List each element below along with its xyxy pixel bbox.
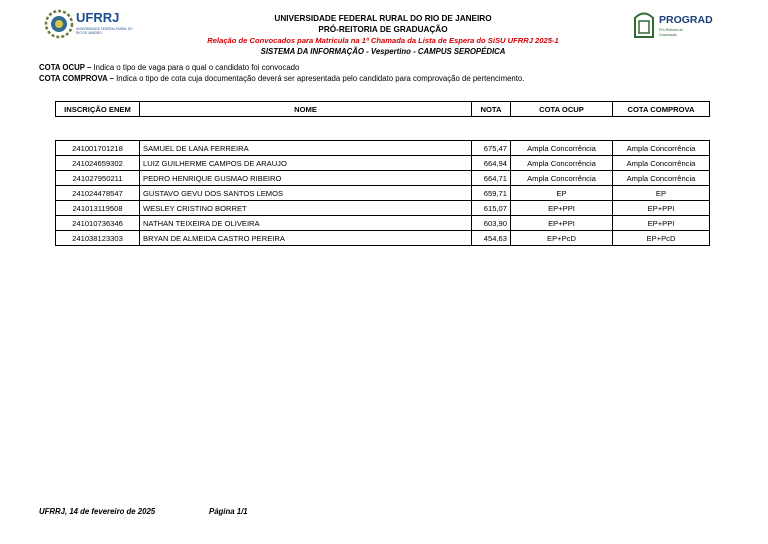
cell-cota-ocup: EP+PPI	[511, 201, 613, 216]
table-header-row	[56, 102, 710, 117]
legend-cota-ocup-term: COTA OCUP –	[39, 63, 92, 72]
cell-cota-ocup: EP+PcD	[511, 231, 613, 246]
prograd-logo	[633, 9, 723, 41]
cell-nome: NATHAN TEIXEIRA DE OLIVEIRA	[140, 216, 472, 231]
ufrrj-logo	[44, 8, 142, 40]
cell-cota-comprova: Ampla Concorrência	[613, 171, 710, 186]
convocados-table	[55, 140, 710, 246]
document-header	[150, 13, 616, 57]
cell-cota-ocup: EP	[511, 186, 613, 201]
footer-date: UFRRJ, 14 de fevereiro de 2025	[39, 507, 156, 516]
footer-page-number: Página 1/1	[209, 507, 248, 516]
pro-reitoria-name: PRÓ-REITORIA DE GRADUAÇÃO	[318, 25, 448, 34]
curso-subtitle: SISTEMA DA INFORMAÇÃO - Vespertino - CAMPUS SEROPÉDICA	[260, 47, 506, 56]
legend-cota-comprova-term: COTA COMPROVA –	[39, 74, 114, 83]
table-row	[56, 216, 710, 231]
cell-nota: 675,47	[472, 141, 511, 156]
prograd-emblem-icon	[633, 9, 655, 39]
table-header	[55, 101, 710, 117]
cell-cota-ocup: Ampla Concorrência	[511, 156, 613, 171]
university-name: UNIVERSIDADE FEDERAL RURAL DO RIO DE JANEIRO	[274, 14, 492, 23]
cell-inscricao: 241027950211	[56, 171, 140, 186]
legend-cota-comprova	[39, 73, 524, 84]
cell-nota: 603,90	[472, 216, 511, 231]
cell-inscricao: 241024659302	[56, 156, 140, 171]
cell-inscricao: 241001701218	[56, 141, 140, 156]
legend-cota-comprova-desc: Indica o tipo de cota cuja documentação deverá ser apresentada pelo candidato para comprovação de pertencimento.	[113, 74, 525, 83]
cell-nota: 615,07	[472, 201, 511, 216]
table-row	[56, 231, 710, 246]
column-header-nome: NOME	[140, 102, 472, 117]
cell-cota-ocup: EP+PPI	[511, 216, 613, 231]
column-header-inscricao: INSCRIÇÃO ENEM	[56, 102, 140, 117]
cell-nome: BRYAN DE ALMEIDA CASTRO PEREIRA	[140, 231, 472, 246]
cell-nome: WESLEY CRISTINO BORRET	[140, 201, 472, 216]
ufrrj-logo-text: UFRRJ	[76, 10, 120, 25]
table-row	[56, 171, 710, 186]
column-header-cota-comprova: COTA COMPROVA	[613, 102, 710, 117]
cell-cota-comprova: EP	[613, 186, 710, 201]
cell-nota: 664,94	[472, 156, 511, 171]
legend-cota-ocup	[39, 62, 524, 73]
table-row	[56, 141, 710, 156]
relacao-title: Relação de Convocados para Matrícula na 1ª Chamada da Lista de Espera do SiSU UFRRJ 2025-1	[207, 36, 559, 45]
prograd-logo-text: PROGRAD	[659, 14, 713, 26]
cell-inscricao: 241038123303	[56, 231, 140, 246]
column-header-cota-ocup: COTA OCUP	[511, 102, 613, 117]
cell-cota-ocup: Ampla Concorrência	[511, 141, 613, 156]
cell-nome: LUIZ GUILHERME CAMPOS DE ARAUJO	[140, 156, 472, 171]
cell-inscricao: 241013119508	[56, 201, 140, 216]
cell-nota: 659,71	[472, 186, 511, 201]
table-row	[56, 186, 710, 201]
prograd-logo-subtext: Pró-Reitoria de Graduação	[659, 28, 684, 37]
legend-cota-ocup-desc: Indica o tipo de vaga para o qual o candidato foi convocado	[91, 63, 300, 72]
cell-inscricao: 241024478547	[56, 186, 140, 201]
cell-cota-comprova: Ampla Concorrência	[613, 156, 710, 171]
cell-cota-comprova: EP+PPI	[613, 216, 710, 231]
table-row	[56, 201, 710, 216]
cell-cota-ocup: Ampla Concorrência	[511, 171, 613, 186]
column-header-nota: NOTA	[472, 102, 511, 117]
cell-cota-comprova: Ampla Concorrência	[613, 141, 710, 156]
cell-nome: GUSTAVO GEVU DOS SANTOS LEMOS	[140, 186, 472, 201]
cell-inscricao: 241010736346	[56, 216, 140, 231]
table-row	[56, 156, 710, 171]
legend	[39, 62, 524, 84]
cell-cota-comprova: EP+PcD	[613, 231, 710, 246]
ufrrj-logo-subtext: UNIVERSIDADE FEDERAL RURAL DO RIO DE JANEIRO	[76, 27, 133, 35]
cell-cota-comprova: EP+PPI	[613, 201, 710, 216]
cell-nota: 454,63	[472, 231, 511, 246]
cell-nota: 664,71	[472, 171, 511, 186]
cell-nome: PEDRO HENRIQUE GUSMAO RIBEIRO	[140, 171, 472, 186]
cell-nome: SAMUEL DE LANA FERREIRA	[140, 141, 472, 156]
